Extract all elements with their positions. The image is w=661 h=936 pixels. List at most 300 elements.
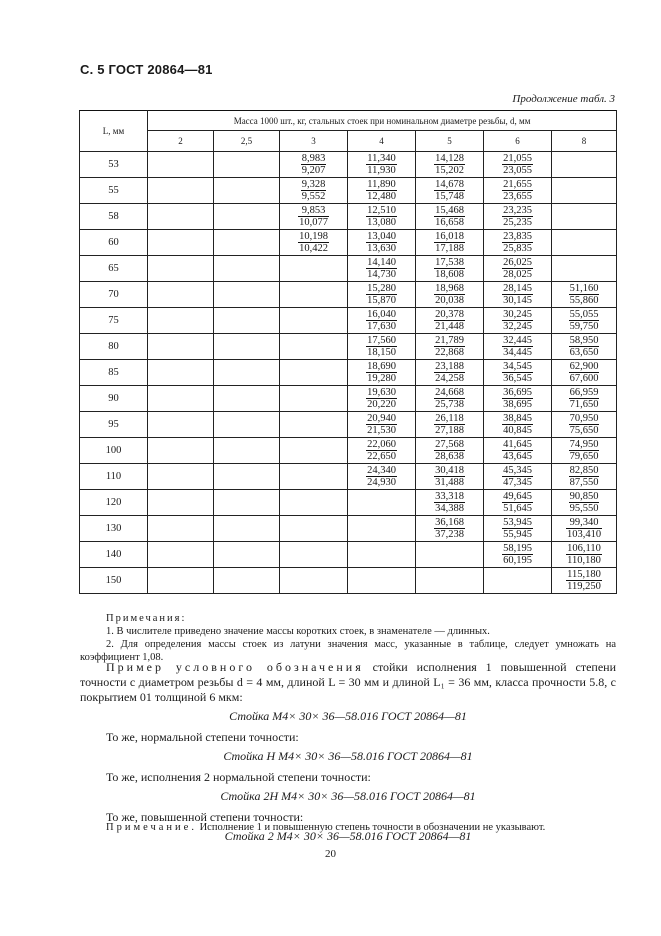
mass-numerator: 10,198 [299, 231, 328, 242]
mass-numerator: 30,245 [503, 309, 532, 320]
designation-2: Стойка Н М4× 30× 36—58.016 ГОСТ 20864—81 [223, 749, 473, 763]
mass-cell [416, 568, 484, 594]
mass-numerator: 17,538 [435, 257, 464, 268]
mass-fraction [569, 465, 600, 488]
mass-cell [148, 256, 214, 282]
mass-numerator: 9,853 [298, 205, 329, 217]
mass-cell [552, 152, 617, 178]
mass-denominator: 95,550 [569, 503, 599, 514]
mass-fraction [569, 439, 600, 462]
mass-denominator: 10,422 [299, 243, 328, 254]
mass-fraction [434, 205, 465, 228]
mass-cell [552, 490, 617, 516]
notes-block [80, 612, 616, 664]
length-cell: 80 [80, 334, 148, 360]
mass-cell [148, 568, 214, 594]
mass-fraction [366, 335, 397, 358]
mass-denominator: 14,730 [367, 269, 396, 280]
table-row [80, 568, 617, 594]
mass-numerator: 18,968 [435, 283, 464, 294]
mass-cell [348, 282, 416, 308]
mass-cell [484, 516, 552, 542]
mass-cell [484, 256, 552, 282]
mass-fraction [502, 283, 533, 306]
diameter-column-header: 8 [552, 131, 617, 152]
mass-denominator: 16,658 [435, 217, 464, 228]
mass-cell [484, 386, 552, 412]
mass-cell [484, 152, 552, 178]
mass-fraction [434, 179, 465, 202]
mass-numerator: 24,668 [435, 387, 464, 398]
mass-fraction [569, 491, 600, 514]
final-note-label: Примечание. [106, 822, 197, 833]
mass-numerator: 26,118 [435, 413, 464, 424]
mass-denominator: 23,655 [503, 191, 532, 202]
mass-cell [552, 412, 617, 438]
mass-cell [348, 230, 416, 256]
table-row [80, 516, 617, 542]
mass-numerator: 27,568 [435, 439, 464, 450]
mass-numerator: 53,945 [503, 517, 532, 528]
mass-denominator: 28,638 [435, 451, 464, 462]
mass-fraction [502, 517, 533, 540]
table-row [80, 360, 617, 386]
mass-cell [416, 152, 484, 178]
table-row [80, 412, 617, 438]
example-lead: Пример условного обозначения [106, 660, 364, 674]
mass-fraction [366, 413, 397, 436]
mass-numerator: 8,983 [301, 153, 326, 164]
mass-cell [552, 360, 617, 386]
mass-cell [214, 412, 280, 438]
mass-cell [416, 204, 484, 230]
mass-fraction [502, 309, 533, 332]
table-row [80, 464, 617, 490]
mass-fraction [502, 543, 533, 566]
mass-cell [484, 178, 552, 204]
mass-fraction [569, 413, 600, 436]
mass-cell [348, 412, 416, 438]
mass-fraction [502, 335, 533, 358]
mass-fraction [366, 231, 397, 254]
mass-cell [416, 490, 484, 516]
mass-denominator: 12,480 [367, 191, 396, 202]
mass-fraction [569, 309, 600, 332]
mass-fraction [566, 543, 602, 566]
mass-cell [552, 308, 617, 334]
mass-cell [484, 230, 552, 256]
mass-fraction [502, 413, 533, 436]
mass-cell [552, 178, 617, 204]
mass-denominator: 63,650 [569, 347, 599, 358]
mass-cell [484, 438, 552, 464]
diameter-column-header: 6 [484, 131, 552, 152]
mass-cell [552, 568, 617, 594]
length-cell: 130 [80, 516, 148, 542]
final-note [80, 822, 616, 833]
mass-numerator: 19,630 [367, 387, 396, 398]
mass-cell [484, 308, 552, 334]
mass-cell [280, 516, 348, 542]
mass-fraction [434, 361, 465, 384]
l-column-header: L, мм [80, 111, 148, 152]
mass-cell [148, 178, 214, 204]
table-row [80, 152, 617, 178]
mass-cell [416, 360, 484, 386]
mass-numerator: 33,318 [435, 491, 464, 502]
page-number: 20 [325, 848, 336, 860]
group-header: Масса 1000 шт., кг, стальных стоек при номинальном диаметре резьбы, d, мм [148, 111, 617, 131]
mass-fraction [566, 517, 602, 540]
note-item: 1. В числителе приведено значение массы коротких стоек, в знаменателе — длинных. [106, 626, 490, 637]
mass-numerator: 9,328 [301, 179, 326, 190]
mass-cell [484, 360, 552, 386]
mass-denominator: 38,695 [503, 399, 532, 410]
table-row [80, 308, 617, 334]
mass-fraction [569, 361, 600, 384]
mass-table [79, 110, 617, 594]
mass-cell [148, 438, 214, 464]
mass-cell [148, 308, 214, 334]
mass-cell [348, 256, 416, 282]
mass-cell [214, 204, 280, 230]
mass-cell [416, 282, 484, 308]
mass-cell [416, 464, 484, 490]
mass-cell [552, 464, 617, 490]
mass-cell [214, 386, 280, 412]
mass-denominator: 9,207 [301, 165, 326, 176]
mass-numerator: 22,060 [367, 439, 396, 450]
mass-numerator: 12,510 [367, 205, 396, 216]
mass-numerator: 17,560 [367, 335, 396, 346]
mass-numerator: 20,940 [367, 413, 396, 424]
mass-denominator: 22,650 [367, 451, 396, 462]
mass-denominator: 22,868 [435, 347, 464, 358]
length-cell: 65 [80, 256, 148, 282]
mass-cell [148, 516, 214, 542]
mass-cell [552, 334, 617, 360]
mass-cell [416, 308, 484, 334]
mass-cell [214, 282, 280, 308]
mass-cell [348, 308, 416, 334]
table-row [80, 386, 617, 412]
mass-fraction [434, 153, 465, 176]
mass-cell [148, 490, 214, 516]
mass-cell [214, 438, 280, 464]
final-note-text: Исполнение 1 и повышенную степень точности в обозначении не указывают. [196, 822, 546, 833]
mass-fraction [434, 335, 465, 358]
mass-cell [280, 308, 348, 334]
mass-numerator: 30,418 [435, 465, 464, 476]
mass-denominator: 55,860 [569, 295, 599, 306]
notes-title: Примечания: [106, 613, 187, 624]
mass-numerator: 20,378 [435, 309, 464, 320]
mass-denominator: 10,077 [299, 217, 328, 228]
mass-numerator: 14,140 [367, 257, 396, 268]
mass-denominator: 59,750 [569, 321, 599, 332]
mass-cell [280, 464, 348, 490]
mass-denominator: 47,345 [503, 477, 532, 488]
mass-cell [348, 464, 416, 490]
mass-cell [552, 230, 617, 256]
length-cell: 53 [80, 152, 148, 178]
mass-denominator: 28,025 [503, 269, 532, 280]
mass-denominator: 23,055 [503, 165, 532, 176]
table-row [80, 178, 617, 204]
length-cell: 120 [80, 490, 148, 516]
mass-fraction [569, 335, 600, 358]
mass-cell [280, 230, 348, 256]
mass-numerator: 49,645 [503, 491, 532, 502]
mass-denominator: 21,530 [367, 425, 396, 436]
mass-cell [416, 542, 484, 568]
mass-cell [416, 516, 484, 542]
mass-cell [348, 568, 416, 594]
mass-cell [484, 542, 552, 568]
designation-4: Стойка 2 М4× 30× 36—58.016 ГОСТ 20864—81 [224, 829, 472, 843]
mass-cell [348, 386, 416, 412]
mass-cell [280, 438, 348, 464]
table-row [80, 334, 617, 360]
mass-fraction [434, 283, 465, 306]
mass-cell [416, 256, 484, 282]
mass-fraction [366, 153, 397, 176]
mass-cell [484, 282, 552, 308]
mass-numerator: 66,959 [569, 387, 599, 398]
mass-numerator: 14,678 [435, 179, 464, 190]
length-cell: 90 [80, 386, 148, 412]
mass-fraction [502, 361, 533, 384]
table-row [80, 282, 617, 308]
mass-denominator: 60,195 [503, 555, 532, 566]
mass-cell [552, 516, 617, 542]
mass-denominator: 40,845 [503, 425, 532, 436]
length-cell: 70 [80, 282, 148, 308]
example-text-2: То же, нормальной степени точности: [106, 730, 299, 744]
diameter-column-header: 2,5 [214, 131, 280, 152]
diameter-column-header: 2 [148, 131, 214, 152]
mass-numerator: 82,850 [569, 465, 599, 476]
diameter-column-header: 5 [416, 131, 484, 152]
mass-fraction [434, 387, 465, 410]
mass-numerator: 11,890 [367, 179, 396, 190]
mass-cell [416, 412, 484, 438]
mass-numerator: 70,950 [569, 413, 599, 424]
mass-numerator: 23,835 [503, 231, 532, 242]
mass-cell [280, 490, 348, 516]
example-text-4: То же, повышенной степени точности: [106, 810, 304, 824]
mass-numerator: 26,025 [503, 257, 532, 268]
mass-fraction [502, 205, 533, 228]
mass-numerator: 28,145 [503, 283, 532, 294]
mass-cell [348, 178, 416, 204]
mass-denominator: 24,258 [435, 373, 464, 384]
mass-denominator: 36,545 [503, 373, 532, 384]
length-cell: 55 [80, 178, 148, 204]
mass-denominator: 34,445 [503, 347, 532, 358]
mass-denominator: 51,645 [503, 503, 532, 514]
mass-cell [484, 412, 552, 438]
mass-numerator: 21,055 [503, 153, 532, 164]
mass-numerator: 74,950 [569, 439, 599, 450]
diameter-column-header: 4 [348, 131, 416, 152]
mass-numerator: 14,128 [435, 153, 464, 164]
mass-numerator: 15,468 [435, 205, 464, 216]
mass-cell [348, 542, 416, 568]
mass-denominator: 87,550 [569, 477, 599, 488]
mass-fraction [566, 569, 602, 592]
mass-numerator: 45,345 [503, 465, 532, 476]
mass-cell [348, 490, 416, 516]
mass-denominator: 13,080 [367, 217, 396, 228]
length-cell: 140 [80, 542, 148, 568]
mass-denominator: 75,650 [569, 425, 599, 436]
mass-fraction [366, 283, 397, 306]
mass-numerator: 13,040 [367, 231, 396, 242]
mass-fraction [502, 231, 533, 254]
mass-cell [416, 178, 484, 204]
mass-numerator: 36,695 [503, 387, 532, 398]
mass-cell [214, 334, 280, 360]
mass-numerator: 23,235 [503, 205, 532, 216]
mass-numerator: 41,645 [503, 439, 532, 450]
mass-cell [416, 334, 484, 360]
mass-fraction [301, 179, 327, 202]
mass-numerator: 24,340 [367, 465, 396, 476]
mass-cell [214, 490, 280, 516]
mass-fraction [298, 205, 329, 228]
mass-cell [484, 204, 552, 230]
mass-numerator: 90,850 [569, 491, 599, 502]
note-item: 2. Для определения массы стоек из латуни значения масс, указанные в таблице, следует умножать на коэффициент 1,08. [80, 639, 616, 663]
mass-denominator: 24,930 [367, 477, 396, 488]
mass-fraction [301, 153, 327, 176]
mass-fraction [434, 465, 465, 488]
mass-fraction [366, 309, 397, 332]
mass-fraction [366, 205, 397, 228]
length-cell: 85 [80, 360, 148, 386]
mass-cell [484, 464, 552, 490]
mass-fraction [569, 387, 600, 410]
mass-numerator: 18,690 [367, 361, 396, 372]
mass-denominator: 17,188 [435, 243, 464, 254]
mass-numerator: 115,180 [567, 569, 601, 580]
mass-cell [416, 386, 484, 412]
length-cell: 95 [80, 412, 148, 438]
mass-fraction [569, 283, 600, 306]
mass-cell [552, 282, 617, 308]
mass-cell [214, 464, 280, 490]
mass-cell [280, 152, 348, 178]
mass-cell [148, 152, 214, 178]
mass-denominator: 103,410 [566, 529, 602, 540]
mass-denominator: 19,280 [367, 373, 396, 384]
mass-denominator: 18,608 [435, 269, 464, 280]
mass-numerator: 21,789 [435, 335, 464, 346]
length-cell: 100 [80, 438, 148, 464]
mass-fraction [434, 413, 465, 436]
mass-fraction [434, 309, 465, 332]
mass-cell [484, 490, 552, 516]
mass-denominator: 37,238 [435, 529, 464, 540]
table-row [80, 230, 617, 256]
mass-denominator: 71,650 [569, 399, 599, 410]
table-row [80, 256, 617, 282]
length-cell: 75 [80, 308, 148, 334]
mass-cell [416, 230, 484, 256]
table-continuation-label: Продолжение табл. 3 [512, 93, 615, 105]
mass-denominator: 9,552 [301, 191, 326, 202]
mass-numerator: 51,160 [569, 283, 599, 294]
mass-denominator: 43,645 [503, 451, 532, 462]
length-cell: 60 [80, 230, 148, 256]
mass-numerator: 55,055 [569, 309, 599, 320]
mass-cell [280, 360, 348, 386]
mass-cell [214, 516, 280, 542]
designation-3: Стойка 2Н М4× 30× 36—58.016 ГОСТ 20864—81 [220, 789, 476, 803]
mass-cell [348, 204, 416, 230]
diameter-column-header: 3 [280, 131, 348, 152]
mass-cell [214, 256, 280, 282]
mass-numerator: 58,195 [503, 543, 532, 554]
mass-cell [348, 438, 416, 464]
mass-fraction [434, 517, 465, 540]
mass-cell [148, 386, 214, 412]
designation-1: Стойка М4× 30× 36—58.016 ГОСТ 20864—81 [229, 709, 467, 723]
mass-denominator: 27,188 [435, 425, 464, 436]
mass-cell [348, 360, 416, 386]
mass-cell [552, 542, 617, 568]
mass-cell [214, 178, 280, 204]
mass-fraction [502, 387, 533, 410]
mass-cell [148, 464, 214, 490]
mass-denominator: 25,835 [503, 243, 532, 254]
table-row [80, 542, 617, 568]
mass-fraction [502, 491, 533, 514]
table-row [80, 438, 617, 464]
mass-denominator: 25,235 [503, 217, 532, 228]
mass-denominator: 15,748 [435, 191, 464, 202]
mass-fraction [502, 439, 533, 462]
mass-fraction [366, 465, 397, 488]
mass-fraction [434, 257, 465, 280]
mass-denominator: 15,202 [435, 165, 464, 176]
mass-cell [148, 542, 214, 568]
mass-cell [280, 204, 348, 230]
mass-denominator: 18,150 [367, 347, 396, 358]
example-text-3: То же, исполнения 2 нормальной степени точности: [106, 770, 371, 784]
page-header: С. 5 ГОСТ 20864—81 [80, 62, 213, 77]
mass-cell [280, 178, 348, 204]
mass-fraction [366, 439, 397, 462]
mass-cell [484, 334, 552, 360]
mass-denominator: 119,250 [567, 581, 601, 592]
mass-fraction [434, 439, 465, 462]
mass-cell [348, 334, 416, 360]
length-cell: 150 [80, 568, 148, 594]
mass-denominator: 55,945 [503, 529, 532, 540]
mass-numerator: 62,900 [569, 361, 599, 372]
mass-denominator: 79,650 [569, 451, 599, 462]
mass-numerator: 16,018 [435, 231, 464, 242]
mass-cell [148, 412, 214, 438]
mass-denominator: 11,930 [367, 165, 396, 176]
mass-cell [148, 334, 214, 360]
mass-cell [552, 256, 617, 282]
mass-denominator: 21,448 [435, 321, 464, 332]
mass-cell [214, 308, 280, 334]
mass-denominator: 25,738 [435, 399, 464, 410]
